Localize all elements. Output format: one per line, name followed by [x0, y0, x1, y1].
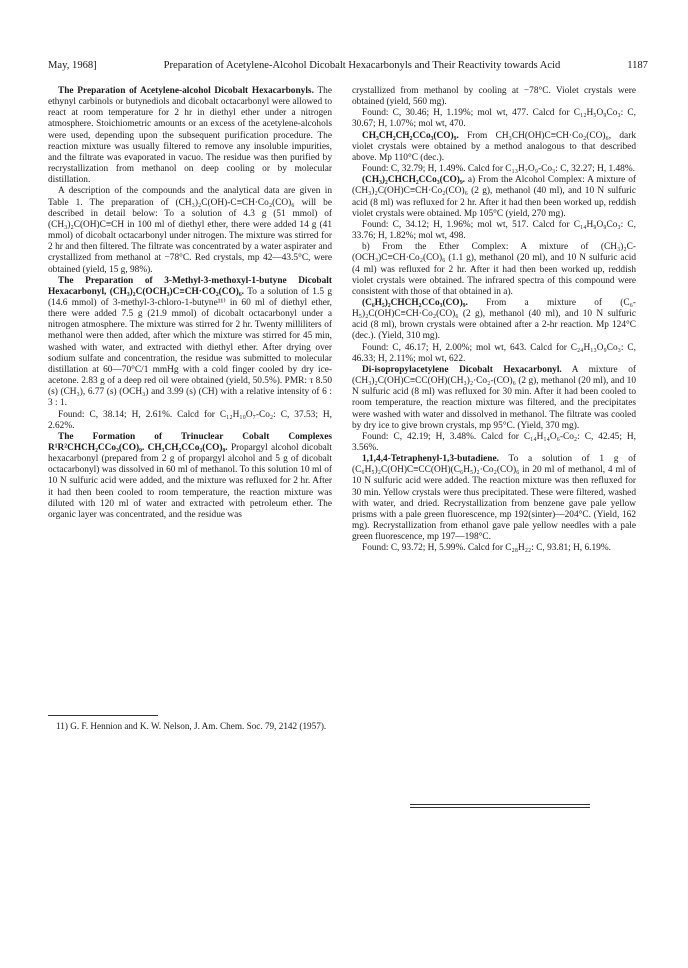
paragraph-text: b) From the Ether Complex: A mixture of (CH₃)₂C-(OCH₃)C≡CH·Co₂(CO)₆ (1.1 g), methanol (20 ml), and 10 N sulfuric acid (4 ml) was refluxed for 2 hr. After it had then been worked up, reddish violet crystals were obtained. The infrared spectra of this compound were consistent with those of that obtained in a).: [352, 242, 636, 297]
paragraph: [48, 276, 332, 410]
paragraph: [352, 432, 636, 454]
paragraph-text: a) From the Alcohol Complex: A mixture of (CH₃)₂C(OH)C≡CH·Co₂(CO)₆ (2 g), methanol (40 ml), and 10 N sulfuric acid (8 ml) was refluxed for 2 hr. After it had then been worked up, reddish violet crystals were obtained. Mp 105°C (yield, 270 mg).: [352, 175, 636, 219]
section-heading: Di-isopropylacetylene Dicobalt Hexacarbonyl.: [362, 364, 562, 375]
paragraph-text: A mixture of (CH₃)₂C(OH)C≡CC(OH)(CH₃)₂·Co₂-(CO)₆ (2 g), methanol (20 ml), and 10 N sulfuric acid (8 ml) was refluxed for 30 min. After it had been cooled to room temperature, the reaction mixture was filtered, and the precipitates were washed with water and dissolved in methanol. The filtrate was cooled by dry ice to give brown crystals, mp 95°C. (Yield, 370 mg).: [352, 364, 637, 431]
paragraph: [352, 175, 636, 220]
paragraph-text: The ethynyl carbinols or butynediols and dicobalt octacarbonyl were allowed to react at room temperature for 2 hr in diethyl ether under a nitrogen atmosphere. Stoichiometric amounts or an excess of the acetylene-alcohols were used, depending upon the subsequent purification procedure. The reaction mixture was usually filtered to remove any insoluble impurities, and the filtrate was evaporated in vacuo. The residue was then purified by recrystallization from methanol on deep cooling or by molecular distillation.: [48, 86, 332, 186]
paragraph-text: Found: C, 38.14; H, 2.61%. Calcd for C₁₂H₁₀O₇-Co₂: C, 37.53; H, 2.62%.: [48, 409, 332, 431]
paragraph-text: To a solution of 1 g of (C₆H₅)₂C(OH)C≡CC(OH)(C₆H₅)₂·Co₂(CO)₆ in 20 ml of methanol, 4 ml of 10 N sulfuric acid were added. The reaction mixture was then refluxed for 30 min. Yellow crystals were thus precipitated. These were filtered, washed with water, and dried. Recrystallization from benzene gave pale yellow prisms with a pale green fluorescence, mp 192(sinter)—204°C. (Yield, 162 mg). Recrystallization from ethanol gave pale yellow needles with a pale green fluorescence, mp 197—198°C.: [352, 454, 636, 543]
paragraph: [352, 220, 636, 242]
paragraph-text: Found: C, 46.17; H, 2.00%; mol wt, 643. Calcd for C₂₄H₁₃O₉Co₃: C, 46.33; H, 2.11%; mol wt, 622.: [352, 342, 636, 364]
paragraph: [352, 86, 636, 108]
paragraph-text: Propargyl alcohol dicobalt hexacarbonyl (prepared from 2 g of propargyl alcohol and 5 g of dicobalt octacarbonyl) was dissolved in 60 ml of methanol. To this solution 10 ml of 10 N sulfuric acid were added, and the mixture was refluxed for 2 hr. After it had then been cooled to room temperature, the reaction mixture was diluted with 120 ml of water and extracted with petroleum ether. The organic layer was concentrated, and the residue was: [48, 443, 332, 520]
paragraph: [352, 454, 636, 543]
footnote-divider: [48, 715, 158, 716]
paragraph-text: A description of the compounds and the analytical data are given in Table 1. The preparation of (CH₃)₂C(OH)-C≡CH·Co₂(CO)₆ will be described in detail below: To a solution of 4.3 g (51 mmol) of (CH₃)₂C(OH)C≡CH in 100 ml of diethyl ether, there were added 14 g (41 mmol) of dicobalt octacarbonyl under nitrogen. The mixture was stirred for 2 hr and then filtered. The filtrate was concentrated by a water aspirater and crystallized from methanol at −78°C. Red crystals, mp 42—43.5°C, were obtained (yield, 15 g, 98%).: [48, 186, 332, 275]
paragraph: [352, 343, 636, 365]
paragraph-text: Found: C, 93.72; H, 5.99%. Calcd for C₂₈H₂₂: C, 93.81; H, 6.19%.: [362, 543, 611, 554]
paragraph: [48, 186, 332, 275]
paragraph: [352, 365, 636, 432]
paragraph: [48, 86, 332, 186]
section-heading: (C₆H₅)₂CHCH₂CCo₃(CO)₉.: [362, 297, 468, 308]
left-column: [48, 86, 332, 521]
right-column: [352, 86, 636, 555]
paragraph: [352, 131, 636, 164]
paragraph-text: crystallized from methanol by cooling at −78°C. Violet crystals were obtained (yield, 560 mg).: [352, 86, 636, 108]
paragraph-text: From a mixture of (C₆-H₅)₂C(OH)C≡CH·Co₂(CO)₆ (2 g), methanol (40 ml), and 10 N sulfuric acid (8 ml), brown crystals were obtained after a 2-hr reaction. Mp 124°C (dec.). (Yield, 310 mg).: [352, 297, 636, 342]
page-number: 1187: [627, 60, 648, 71]
footnote-text: 11) G. F. Hennion and K. W. Nelson, J. Am. Chem. Soc. 79, 2142 (1957).: [56, 721, 327, 731]
paragraph-text: Found: C, 32.79; H, 1.49%. Calcd for C₁₃H₇O₉-Co₃: C, 32.27; H, 1.48%.: [362, 164, 635, 175]
paragraph: [48, 432, 332, 521]
paragraph-text: Found: C, 34.12; H, 1.96%; mol wt, 517. Calcd for C₁₄H₉O₉Co₃: C, 33.76; H, 1.82%; mol wt, 498.: [352, 219, 636, 242]
header-date: May, 1968]: [48, 60, 97, 71]
paragraph-text: Found: C, 30.46; H, 1.19%; mol wt, 477. Calcd for C₁₂H₅O₉Co₃: C, 30.67; H, 1.07%; mol wt, 470.: [352, 108, 636, 130]
running-header: [48, 60, 648, 76]
paragraph: [352, 108, 636, 130]
footnote: [48, 721, 332, 732]
paragraph: [352, 543, 636, 554]
header-title: Preparation of Acetylene-Alcohol Dicobalt Hexacarbonyls and Their Reactivity towards Acid: [163, 60, 561, 71]
end-rule-thin: [410, 807, 590, 808]
section-heading: 1,1,4,4-Tetraphenyl-1,3-butadiene.: [362, 454, 499, 465]
paragraph: [352, 164, 636, 175]
section-heading: The Preparation of Acetylene-alcohol Dicobalt Hexacarbonyls.: [58, 86, 314, 96]
section-heading: CH₃CH₂CH₂CCo₃(CO)₉.: [362, 130, 459, 141]
section-heading: (CH₃)₂CHCH₂CCo₃(CO)₉.: [362, 175, 466, 186]
paragraph: [352, 242, 636, 298]
paragraph: [352, 298, 636, 343]
section-heading: The Preparation of 3-Methyl-3-methoxyl-1-butyne Dicobalt Hexacarbonyl, (CH₃)₂C(OCH₃)C≡CH·CO₂(CO)₆.: [48, 275, 332, 297]
paragraph-text: Found: C, 42.19; H, 3.48%. Calcd for C₁₄H₁₄O₆-Co₂: C, 42.45; H, 3.56%.: [352, 431, 636, 453]
end-rule: [410, 804, 590, 805]
paragraph: [48, 410, 332, 432]
section-heading: The Formation of Trinuclear Cobalt Complexes R¹R²CHCH₂CCo₃(CO)₉. CH₃CH₂CCo₃(CO)₉.: [48, 431, 332, 453]
paragraph-text: To a solution of 1.5 g (14.6 mmol) of 3-methyl-3-chloro-1-butyne¹¹⁾ in 60 ml of diethyl ether, there were added 7.5 g (21.9 mmol) of dicobalt octacarbonyl under a nitrogen atmosphere. The mixture was stirred for 2 hr. Twenty milliliters of methanol were then added, after which the mixture was stirred for 45 min, washed with water, and extracted with diethyl ether. After drying over sodium sulfate and concentration, the residue was submitted to molecular distillation at 60—70°C/1 mmHg with a cold finger cooled by dry ice-acetone. 2.83 g of a deep red oil were obtained (yield, 50.5%). PMR: τ 8.50 (s) (CH₃), 6.77 (s) (OCH₃) and 3.99 (s) (CH) with a relative intensity of 6 : 3 : 1.: [48, 286, 332, 409]
paragraph-text: From CH₃CH(OH)C≡CH·Co₂(CO)₆, dark violet crystals were obtained by a method analogous to that described above. Mp 110°C (dec.).: [352, 130, 636, 163]
